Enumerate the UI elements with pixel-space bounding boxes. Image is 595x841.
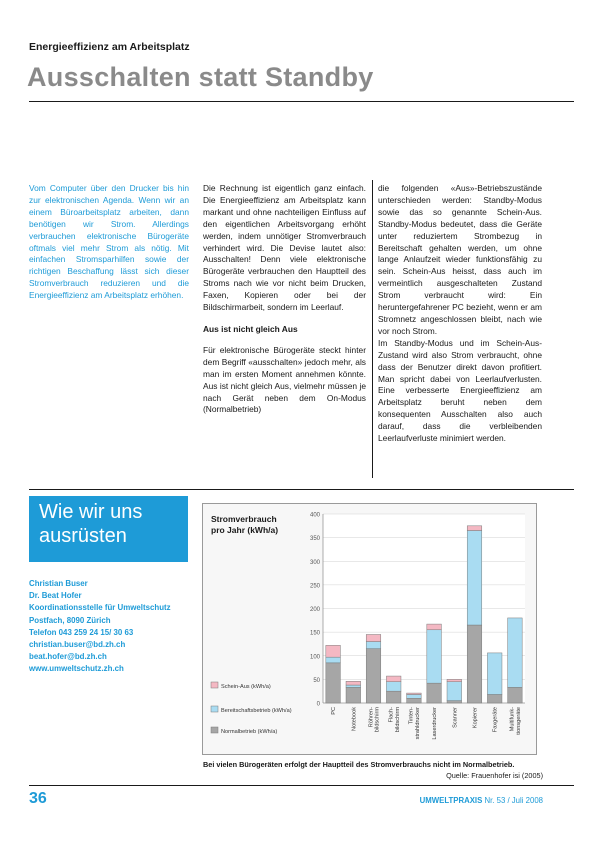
chart-frame (202, 503, 537, 755)
legend-swatch (211, 706, 218, 712)
sidebar-title-line: Wie wir uns (39, 501, 143, 523)
chart-title: Stromverbrauch (211, 514, 277, 524)
bar-segment (346, 685, 361, 687)
contact-name: Dr. Beat Hofer (29, 591, 82, 601)
x-tick-label: bildschirm (394, 707, 401, 733)
contact-email[interactable]: christian.buser@bd.zh.ch (29, 640, 126, 650)
x-tick-label: strahldrucker (415, 707, 422, 740)
body-column-3 (378, 183, 542, 445)
bar-segment (487, 653, 502, 695)
contact-block (29, 578, 171, 676)
stacked-bar-chart (203, 504, 536, 754)
body-paragraph: Im Standby-Modus und im Schein-Aus-Zustand wird also Strom verbraucht, ohne dass der Benutzer direkt davon profitiert. Man spricht dabei von Leerlaufverlusten. Eine verbesserte Energieeffizienz am Arbeitsplatz beruht neben dem konsequenten Ausschalten also auch darauf, dass die verbleibenden Leerlaufverluste minimiert werden. (378, 337, 542, 444)
bar-segment (407, 693, 422, 694)
article-kicker: Energieeffizienz am Arbeitsplatz (29, 41, 190, 53)
body-column-2 (203, 183, 366, 416)
column-divider (372, 180, 373, 478)
bar-segment (407, 698, 422, 703)
bar-segment (467, 531, 482, 626)
bar-segment (346, 687, 361, 703)
bar-segment (346, 681, 361, 685)
bar-segment (447, 701, 462, 703)
bar-segment (427, 624, 442, 630)
body-paragraph: Die Rechnung ist eigentlich ganz einfach. Die Energieeffizienz am Arbeitsplatz kann markant und ohne nachteiligen Einfluss auf den eigentlichen Arbeitsvorgang erhöht werden, indem unnötiger Stromverbrauch verhindert wird. Die Devise lautet also: Ausschalten! Denn viele elektronische Bürogeräte verbrauchen den Hauptteil des Stroms nach wie vor nicht beim Drucken, Faxen, Kopieren oder bei der Bildschirmarbeit, sondern im Leerlauf. (203, 183, 366, 313)
x-tick-label: Scanner (452, 707, 459, 728)
footer-rule (29, 785, 574, 786)
header-rule (29, 101, 574, 102)
legend-label: Bereitschaftsbetrieb (kWh/a) (221, 708, 292, 714)
x-tick-label: Kopierer (472, 707, 479, 729)
bar-segment (467, 526, 482, 531)
footer-publication (420, 796, 543, 805)
article-title: Ausschalten statt Standby (27, 62, 374, 92)
contact-phone: Telefon 043 259 24 15/ 30 63 (29, 627, 134, 637)
bar-segment (386, 676, 401, 682)
bar-segment (366, 649, 381, 703)
bar-segment (326, 645, 341, 657)
issue-label: Nr. 53 / Juli 2008 (484, 796, 543, 805)
bar-segment (447, 679, 462, 681)
magazine-name: UMWELTPRAXIS (419, 796, 483, 805)
bar-segment (386, 682, 401, 691)
y-tick-label: 150 (309, 630, 320, 637)
contact-org: Koordinationsstelle für Umweltschutz (29, 603, 171, 613)
bar-segment (467, 625, 482, 703)
x-tick-label: PC (331, 707, 338, 715)
x-tick-label: tionsgeräte (516, 707, 523, 735)
lead-paragraph: Vom Computer über den Drucker bis hin zur elektronischen Agenda. Wenn wir an einem Büroarbeitsplatz arbeiten, dann benötigen wir Strom. Allerdings verbrauchen elektronische Bürogeräte oftmals viel mehr Strom als nötig. Mit einfachen Stromsparhilfen sowie der richtigen Beschaffung lässt sich dieser Stromverbrauch reduzieren und die Energieeffizienz am Arbeitsplatz erhöhen. (29, 183, 189, 301)
x-tick-label: Notebook (351, 707, 358, 731)
contact-name: Christian Buser (29, 579, 88, 588)
bar-segment (386, 691, 401, 703)
body-paragraph: die folgenden «Aus»-Betriebszustände unterschieden werden: Standby-Modus sowie das so genannte Schein-Aus. Standby-Modus bedeutet, dass die Geräte unter reduziertem Strombezug in Bereitschaft gehalten werden, um ohne lange Anlaufzeit wieder funktionsfähig zu sein. Schein-Aus heisst, dass auch im vermeintlich ausgeschalteten Zustand Strom verbraucht wird: Ein heruntergefahrener PC bezieht, wenn er am Stromnetz angeschlossen bleibt, nach wie vor noch Strom. (378, 183, 542, 336)
chart-source: Quelle: Frauenhofer isi (2005) (446, 771, 543, 780)
bar-segment (326, 657, 341, 663)
bar-segment (366, 634, 381, 641)
y-tick-label: 200 (309, 607, 320, 613)
contact-email[interactable]: beat.hofer@bd.zh.ch (29, 652, 107, 662)
y-tick-label: 300 (309, 559, 320, 566)
sidebar-title-line: ausrüsten (39, 525, 127, 547)
bar-segment (508, 687, 523, 703)
bar-segment (447, 682, 462, 701)
body-paragraph: Für elektronische Bürogeräte steckt hinter dem Begriff «ausschalten» jedoch mehr, als man im ersten Moment annehmen könnte. Aus ist nicht gleich Aus, vielmehr müssen je nach Gerät neben dem On-Modus (Normalbetrieb) (203, 344, 366, 415)
contact-address: Postfach, 8090 Zürich (29, 615, 111, 625)
section-subhead: Aus ist nicht gleich Aus (203, 323, 298, 334)
x-tick-label: Multifunk- (509, 707, 516, 732)
page-number: 36 (29, 790, 47, 807)
section-rule (29, 489, 574, 490)
bar-segment (326, 663, 341, 703)
bar-segment (487, 694, 502, 703)
x-tick-label: Tinten- (408, 707, 415, 725)
x-tick-label: bildschirm (374, 707, 381, 733)
chart-title: pro Jahr (kWh/a) (211, 525, 279, 535)
y-tick-label: 0 (316, 701, 320, 708)
legend-label: Schein-Aus (kWh/a) (221, 684, 271, 690)
legend-swatch (211, 727, 218, 733)
bar-segment (407, 694, 422, 698)
y-tick-label: 250 (309, 583, 320, 590)
legend-label: Normalbetrieb (kWh/a) (221, 729, 278, 735)
chart-caption: Bei vielen Bürogeräten erfolgt der Hauptteil des Stromverbrauchs nicht im Normalbetrieb. (203, 760, 515, 769)
bar-segment (427, 683, 442, 703)
x-tick-label: Faxgeräte (492, 707, 499, 733)
legend-swatch (211, 682, 218, 688)
bar-segment (508, 618, 523, 687)
y-tick-label: 400 (309, 512, 320, 519)
contact-website[interactable]: www.umweltschutz.zh.ch (29, 664, 124, 674)
sidebar-title-box (29, 496, 188, 562)
x-tick-label: Laserdrucker (432, 707, 439, 740)
x-tick-label: Flach- (388, 707, 395, 723)
bar-segment (427, 630, 442, 683)
y-tick-label: 100 (309, 654, 320, 661)
sidebar-title (39, 500, 142, 548)
x-tick-label: Röhren- (368, 707, 375, 728)
bar-segment (366, 642, 381, 649)
y-tick-label: 50 (313, 677, 320, 684)
y-tick-label: 350 (309, 536, 320, 543)
